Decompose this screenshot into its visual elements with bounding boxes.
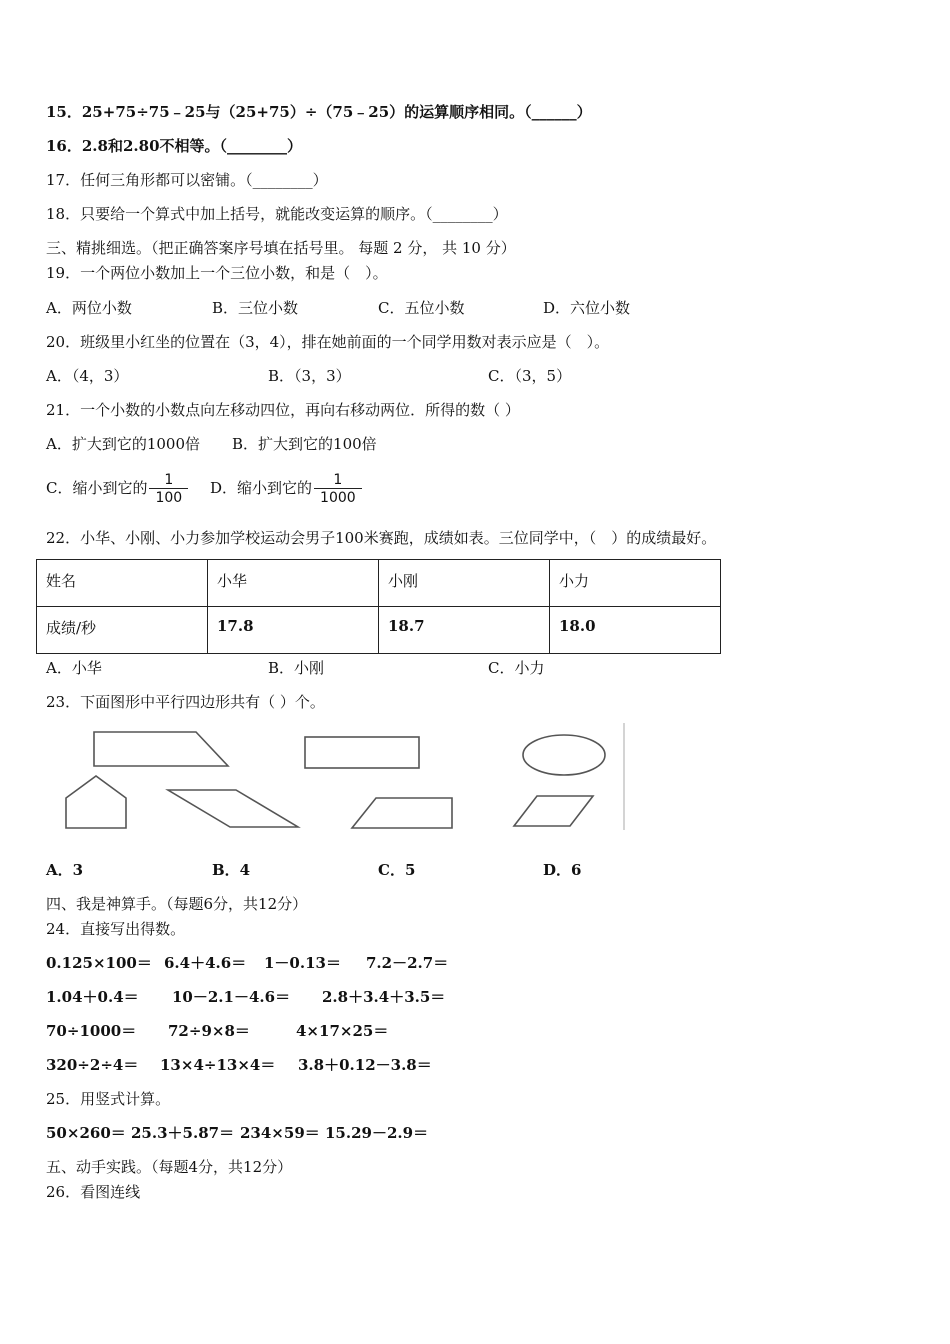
table-cell: 小力: [550, 560, 721, 607]
shapes-figure: [40, 718, 640, 838]
right-trapezoid-shape: [94, 732, 228, 766]
calc-item: 234×59＝: [240, 1124, 320, 1142]
calc-item: 1.04＋0.4＝: [46, 988, 139, 1006]
pentagon-shape: [66, 776, 126, 828]
section-4-heading: 四、我是神算手。（每题6分，共12分）: [46, 895, 308, 913]
calc-item: 72÷9×8＝: [168, 1022, 250, 1040]
q23-option-c: C．5: [378, 861, 416, 879]
q20-option-a: A．（4，3）: [46, 367, 129, 385]
fraction-1-100: $\frac{1}{100}$: [149, 472, 188, 507]
question-19: 19．一个两位小数加上一个三位小数，和是（ ）。: [46, 264, 388, 282]
q23-option-d: D．6: [543, 861, 582, 879]
question-25: 25．用竖式计算。: [46, 1090, 171, 1108]
question-21: 21．一个小数的小数点向左移动四位，再向右移动两位．所得的数（ ）: [46, 401, 520, 419]
q21-option-d: [210, 468, 362, 508]
q23-option-a: A．3: [46, 861, 84, 879]
calc-item: 4×17×25＝: [296, 1022, 389, 1040]
q22-option-a: A．小华: [46, 659, 102, 677]
calc-item: 0.125×100＝: [46, 954, 152, 972]
calc-item: 13×4÷13×4＝: [160, 1056, 276, 1074]
trapezoid-shape: [352, 798, 452, 828]
ellipse-shape: [523, 735, 605, 775]
question-18: 18．只要给一个算式中加上括号，就能改变运算的顺序。（________）: [46, 205, 508, 223]
question-23: 23．下面图形中平行四边形共有（ ）个。: [46, 693, 325, 711]
q19-option-c: C．五位小数: [378, 299, 465, 317]
q21-option-a: A．扩大到它的1000倍: [46, 435, 201, 453]
calc-item: 10－2.1－4.6＝: [172, 988, 291, 1006]
rectangle-shape: [305, 737, 419, 768]
parallelogram-shape-1: [168, 790, 298, 827]
calc-item: 2.8＋3.4＋3.5＝: [322, 988, 446, 1006]
q22-option-b: B．小刚: [268, 659, 325, 677]
section-3-heading: 三、精挑细选。（把正确答案序号填在括号里。 每题 2 分， 共 10 分）: [46, 239, 516, 257]
q20-option-b: B．（3，3）: [268, 367, 351, 385]
table-cell: 姓名: [37, 560, 208, 607]
question-15: 15．25+75÷75﹣25与（25+75）÷（75﹣25）的运算顺序相同。（______）: [46, 103, 592, 121]
q21-option-d-label: D．缩小到它的: [210, 479, 313, 497]
question-24: 24．直接写出得数。: [46, 920, 186, 938]
q23-option-b: B．4: [212, 861, 251, 879]
question-16: 16．2.8和2.80不相等。（________）: [46, 137, 303, 155]
table-cell: 17.8: [208, 607, 379, 654]
question-26: 26．看图连线: [46, 1183, 141, 1201]
calc-item: 15.29－2.9＝: [325, 1124, 429, 1142]
calc-item: 1－0.13＝: [264, 954, 341, 972]
calc-item: 50×260＝: [46, 1124, 126, 1142]
calc-item: 320÷2÷4＝: [46, 1056, 139, 1074]
score-table: [36, 559, 721, 654]
section-5-heading: 五、动手实践。（每题4分，共12分）: [46, 1158, 293, 1176]
parallelogram-shape-2: [514, 796, 593, 826]
table-cell: 成绩/秒: [37, 607, 208, 654]
q19-option-a: A．两位小数: [46, 299, 132, 317]
calc-item: 70÷1000＝: [46, 1022, 137, 1040]
q21-option-b: B．扩大到它的100倍: [232, 435, 377, 453]
table-header-row: [37, 560, 721, 607]
q22-option-c: C．小力: [488, 659, 545, 677]
q20-option-c: C．（3，5）: [488, 367, 572, 385]
calc-item: 7.2－2.7＝: [366, 954, 449, 972]
question-22: 22．小华、小刚、小力参加学校运动会男子100米赛跑，成绩如表。三位同学中，（ ）的成绩最好。: [46, 529, 717, 547]
calc-item: 6.4＋4.6＝: [164, 954, 247, 972]
question-17: 17．任何三角形都可以密铺。（________）: [46, 171, 328, 189]
q19-option-d: D．六位小数: [543, 299, 631, 317]
table-cell: 小华: [208, 560, 379, 607]
table-row: [37, 607, 721, 654]
calc-item: 3.8＋0.12－3.8＝: [298, 1056, 432, 1074]
calc-item: 25.3＋5.87＝: [131, 1124, 235, 1142]
question-20: 20．班级里小红坐的位置在（3，4），排在她前面的一个同学用数对表示应是（ ）。: [46, 333, 610, 351]
fraction-1-1000: $\frac{1}{1000}$: [314, 472, 362, 507]
table-cell: 小刚: [379, 560, 550, 607]
table-cell: 18.7: [379, 607, 550, 654]
q21-option-c-label: C．缩小到它的: [46, 479, 148, 497]
table-cell: 18.0: [550, 607, 721, 654]
q21-option-c: [46, 468, 188, 508]
q19-option-b: B．三位小数: [212, 299, 299, 317]
